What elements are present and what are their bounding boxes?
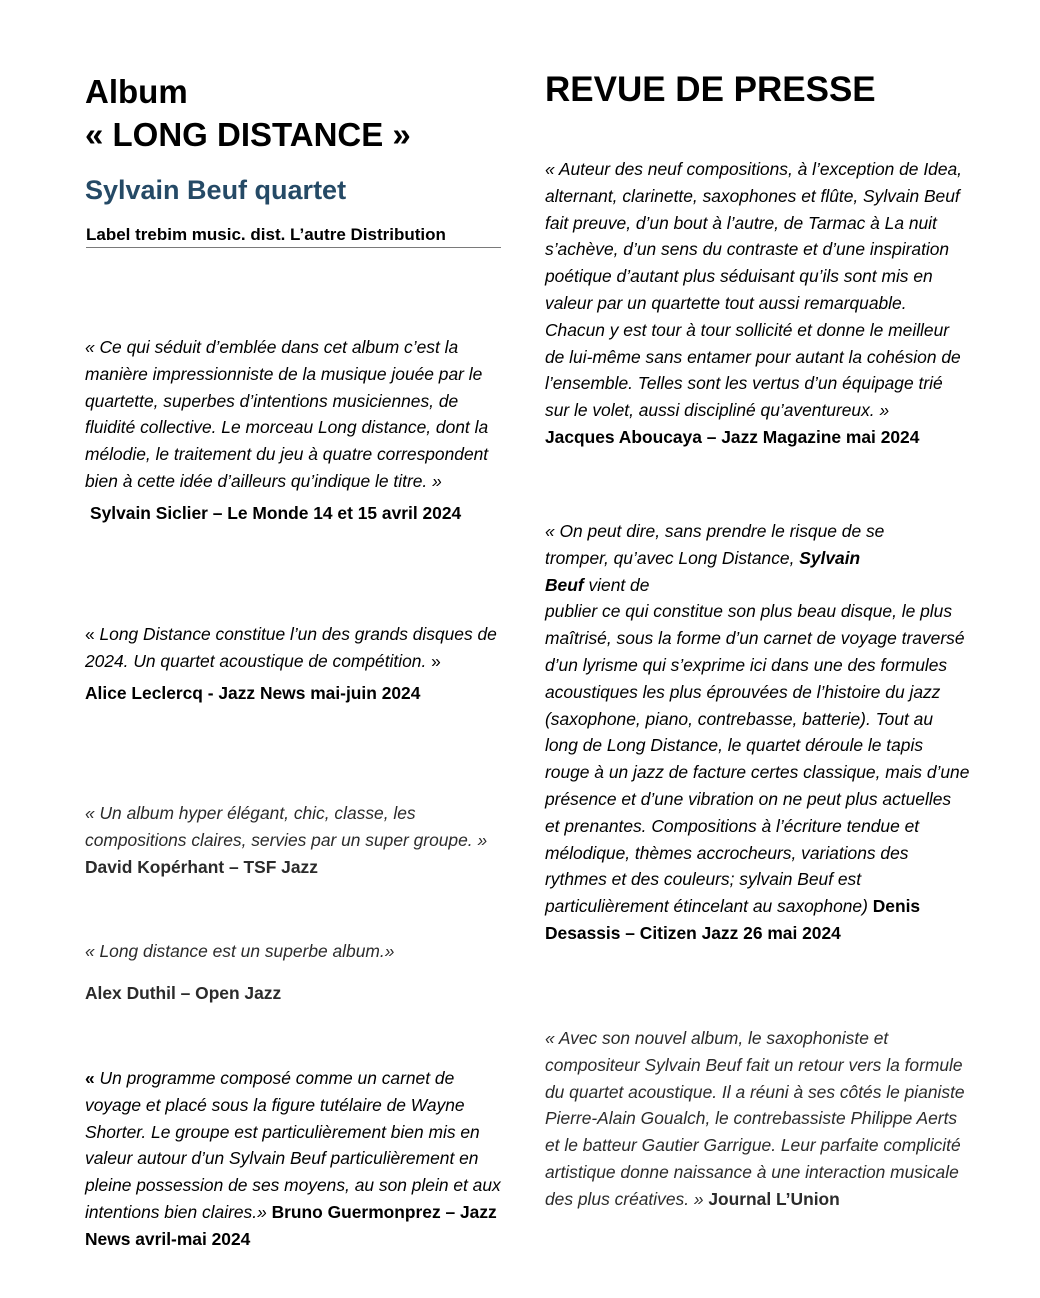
- album-title: « LONG DISTANCE »: [85, 116, 411, 153]
- press-review-title: REVUE DE PRESSE: [545, 70, 876, 109]
- artist-name-emphasis: Sylvain Beuf: [545, 547, 861, 595]
- label-distribution-line: Label trebim music. dist. L’autre Distribution: [86, 224, 501, 248]
- review-author: David Kopérhant – TSF Jazz: [85, 856, 318, 877]
- review-quote: « Avec son nouvel album, le saxophoniste et compositeur Sylvain Beuf fait un retour vers la formule du quartet acoustique. Il a réuni à ses côtés le pianiste Pierre-Alain Goualch, le contrebassiste Philippe Aerts et le batteur Gautier Garrigue. Leur parfaite complicité artistique donne naissance à une interaction musicale des plus créatives. »: [545, 1028, 965, 1209]
- review-block: [85, 800, 505, 880]
- review-author: Bruno Guermonprez – Jazz News avril-mai 2024: [85, 1201, 497, 1249]
- review-author: Alice Leclercq - Jazz News mai-juin 2024: [85, 682, 421, 703]
- review-author: Sylvain Siclier – Le Monde 14 et 15 avril 2024: [90, 502, 462, 523]
- review-quote: « Un album hyper élégant, chic, classe, les compositions claires, servies par un super groupe. »: [85, 803, 488, 850]
- review-quote: « Auteur des neuf compositions, à l’exception de Idea, alternant, clarinette, saxophones et flûte, Sylvain Beuf fait preuve, d’un bout à l’autre, de Tarmac à La nuit s’achève, d’un sens du contraste et d’une inspiration poétique d’autant plus séduisant qu’ils sont mis en valeur par un quartette tout aussi remarquable. Chacun y est tour à tour sollicité et donne le meilleur de lui-même sans entamer pour autant la cohésion de l’ensemble. Telles sont les vertus d’un équipage trié sur le volet, aussi discipliné qu’aventureux. »: [545, 159, 962, 421]
- review-block: [85, 621, 505, 706]
- review-author: Alex Duthil – Open Jazz: [85, 982, 282, 1003]
- review-quote: « Long distance est un superbe album.»: [85, 941, 395, 961]
- review-quote: « Ce qui séduit d’emblée dans cet album c’est la manière impressionniste de la musique jouée par le quartette, superbes d’intentions musiciennes, de fluidité collective. Le morceau Long distance, dont la mélodie, le traitement du jeu à quatre correspondent bien à cette idée d’ailleurs qu’indique le titre. »: [85, 337, 489, 491]
- review-block: [545, 156, 970, 451]
- review-block: « Un programme composé comme un carnet de voyage et placé sous la figure tutélaire de Wayne Shorter. Le groupe est particulièrement bien mis en valeur autour d’un Sylvain Beuf particulièrement en pleine possession de ses moyens, au son plein et aux intentions bien claires.» Bruno Guermonprez – Jazz News avril-mai 2024: [85, 1068, 501, 1249]
- review-quote: publier ce qui constitue son plus beau disque, le plus maîtrisé, sous la forme d’un carnet de voyage traversé d’un lyrisme qui s’exprime ici dans une des formules acoustiques les plus éprouvées de l’histoire du jazz (saxophone, piano, contrebasse, batterie). Tout au long de Long Distance, le quartet déroule le tapis rouge à un jazz de facture certes classique, mais d’une présence et d’une vibration on ne peut plus actuelles et prenantes. Compositions à l’écriture tendue et mélodique, thèmes accrocheurs, variations des rythmes et des couleurs; sylvain Beuf est particulièrement étincelant au saxophone) Denis Desassis – Citizen Jazz 26 mai 2024: [545, 601, 970, 943]
- review-author: Denis Desassis – Citizen Jazz 26 mai 2024: [545, 896, 921, 943]
- band-name: Sylvain Beuf quartet: [85, 175, 347, 205]
- review-block: [545, 518, 970, 947]
- review-quote: « Long Distance constitue l’un des grands disques de 2024. Un quartet acoustique de compétition. »: [85, 624, 497, 671]
- review-author: Journal L’Union: [708, 1188, 840, 1209]
- review-quote: Un programme composé comme un carnet de voyage et placé sous la figure tutélaire de Wayne Shorter. Le groupe est particulièrement bien mis en valeur autour d’un Sylvain Beuf particulièrement en pleine possession de ses moyens, au son plein et aux intentions bien claires.»: [85, 1068, 501, 1222]
- review-block: [85, 334, 505, 527]
- review-author: Jacques Aboucaya – Jazz Magazine mai 2024: [545, 426, 920, 447]
- album-label: Album: [85, 73, 188, 110]
- review-quote-intro: « On peut dire, sans prendre le risque de se tromper, qu’avec Long Distance, Sylvain Beuf vient de: [545, 521, 885, 595]
- review-block: [85, 938, 505, 1007]
- review-block: [545, 1025, 970, 1213]
